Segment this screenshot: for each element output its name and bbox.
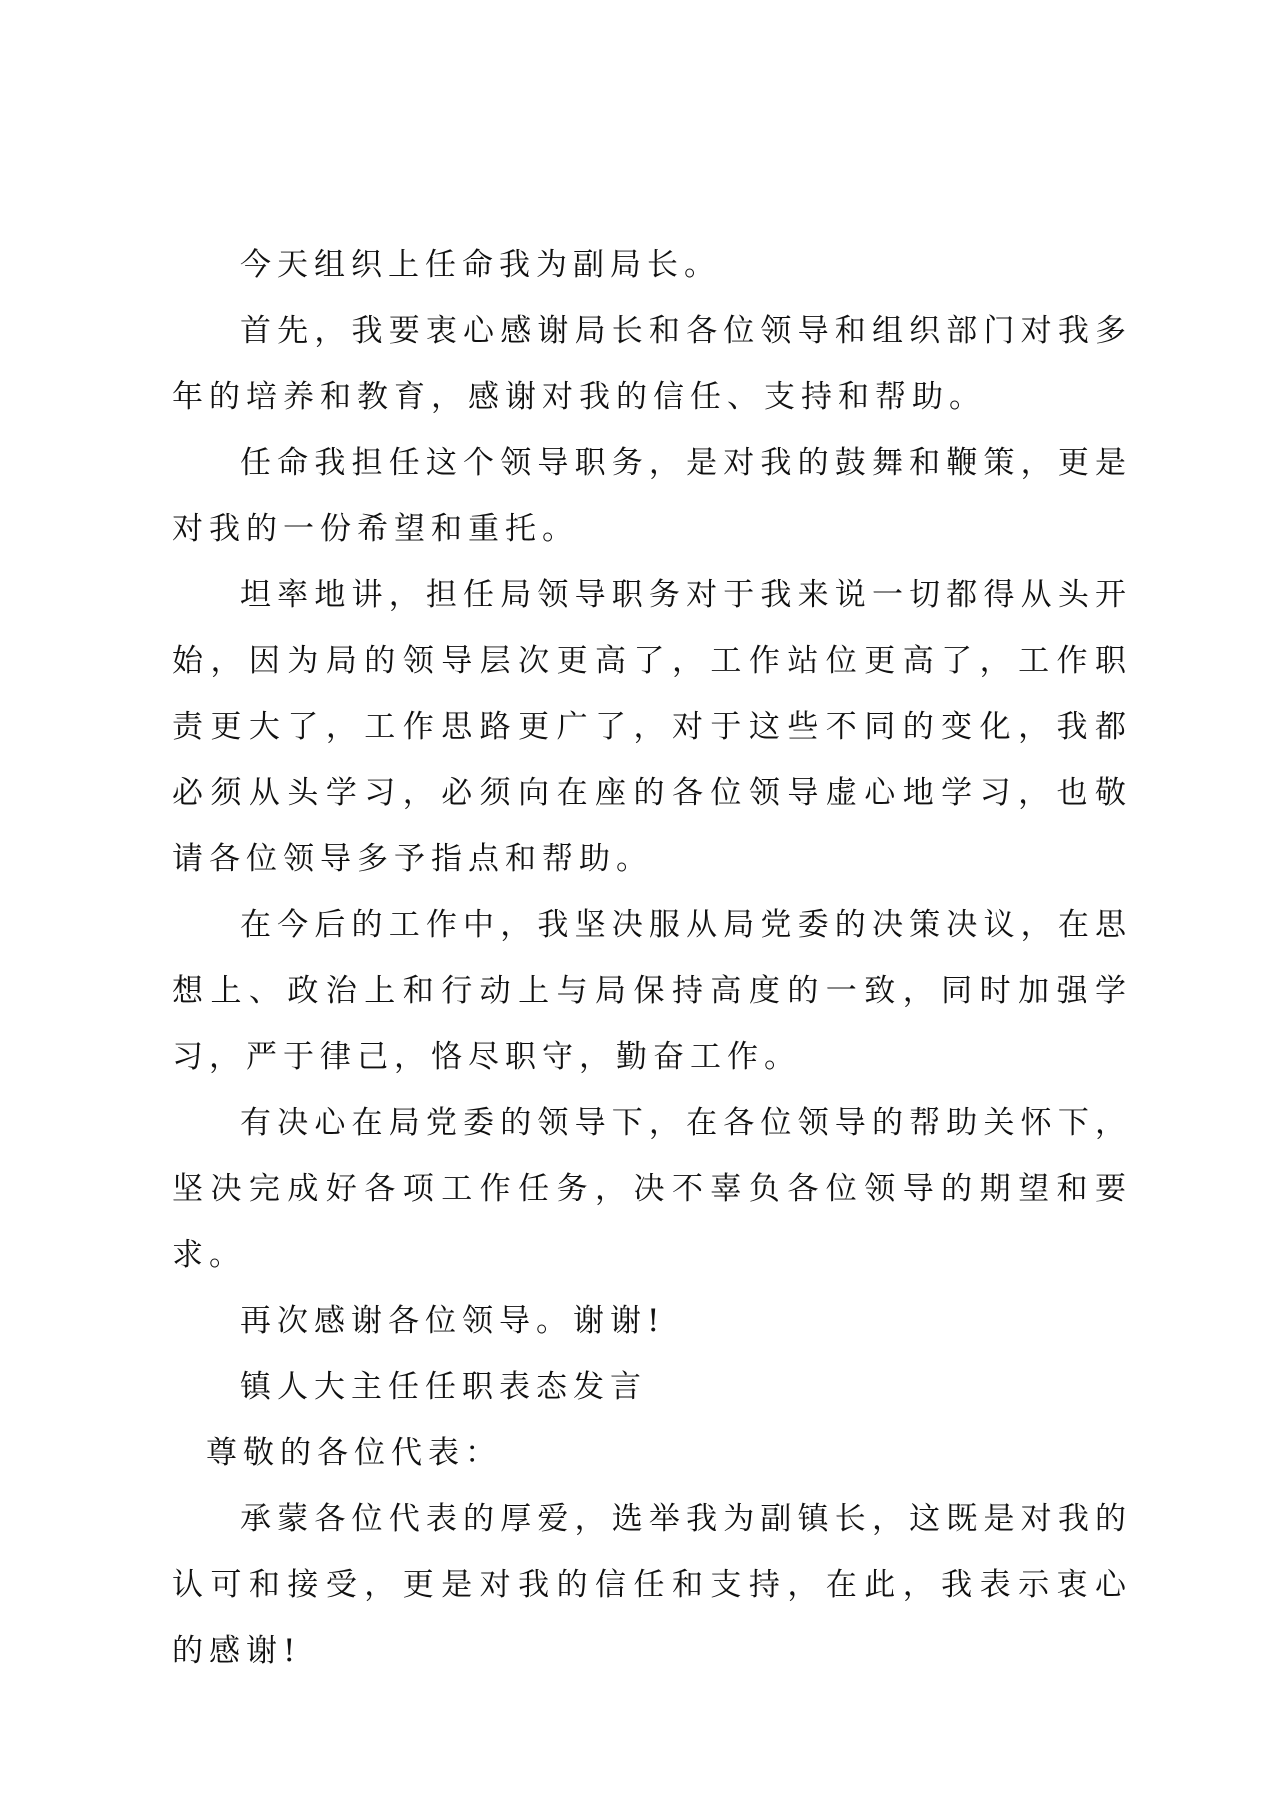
paragraph-commitment: 在今后的工作中，我坚决服从局党委的决策决议，在思想上、政治上和行动上与局保持高度的一致，同时加强学习，严于律己，恪尽职守，勤奋工作。 [172, 907, 1132, 1075]
document-body [172, 232, 1132, 1684]
paragraph-gratitude: 承蒙各位代表的厚爱，选举我为副镇长，这既是对我的认可和接受，更是对我的信任和支持，在此，我表示衷心的感谢! [172, 1501, 1132, 1669]
paragraph-learning: 坦率地讲，担任局领导职务对于我来说一切都得从头开始，因为局的领导层次更高了，工作站位更高了，工作职责更大了，工作思路更广了，对于这些不同的变化，我都必须从头学习，必须向在座的各位领导虚心地学习，也敬请各位领导多予指点和帮助。 [172, 577, 1132, 877]
paragraph-determination: 有决心在局党委的领导下，在各位领导的帮助关怀下，坚决完成好各项工作任务，决不辜负各位领导的期望和要求。 [172, 1105, 1132, 1273]
paragraph-encouragement: 任命我担任这个领导职务，是对我的鼓舞和鞭策，更是对我的一份希望和重托。 [172, 445, 1132, 547]
paragraph-thanks: 首先，我要衷心感谢局长和各位领导和组织部门对我多年的培养和教育，感谢对我的信任、支持和帮助。 [172, 313, 1132, 415]
salutation: 尊敬的各位代表： [206, 1435, 502, 1471]
paragraph-closing: 再次感谢各位领导。谢谢! [240, 1303, 666, 1339]
section-title: 镇人大主任任职表态发言 [240, 1369, 647, 1405]
paragraph-appointment: 今天组织上任命我为副局长。 [240, 247, 721, 283]
